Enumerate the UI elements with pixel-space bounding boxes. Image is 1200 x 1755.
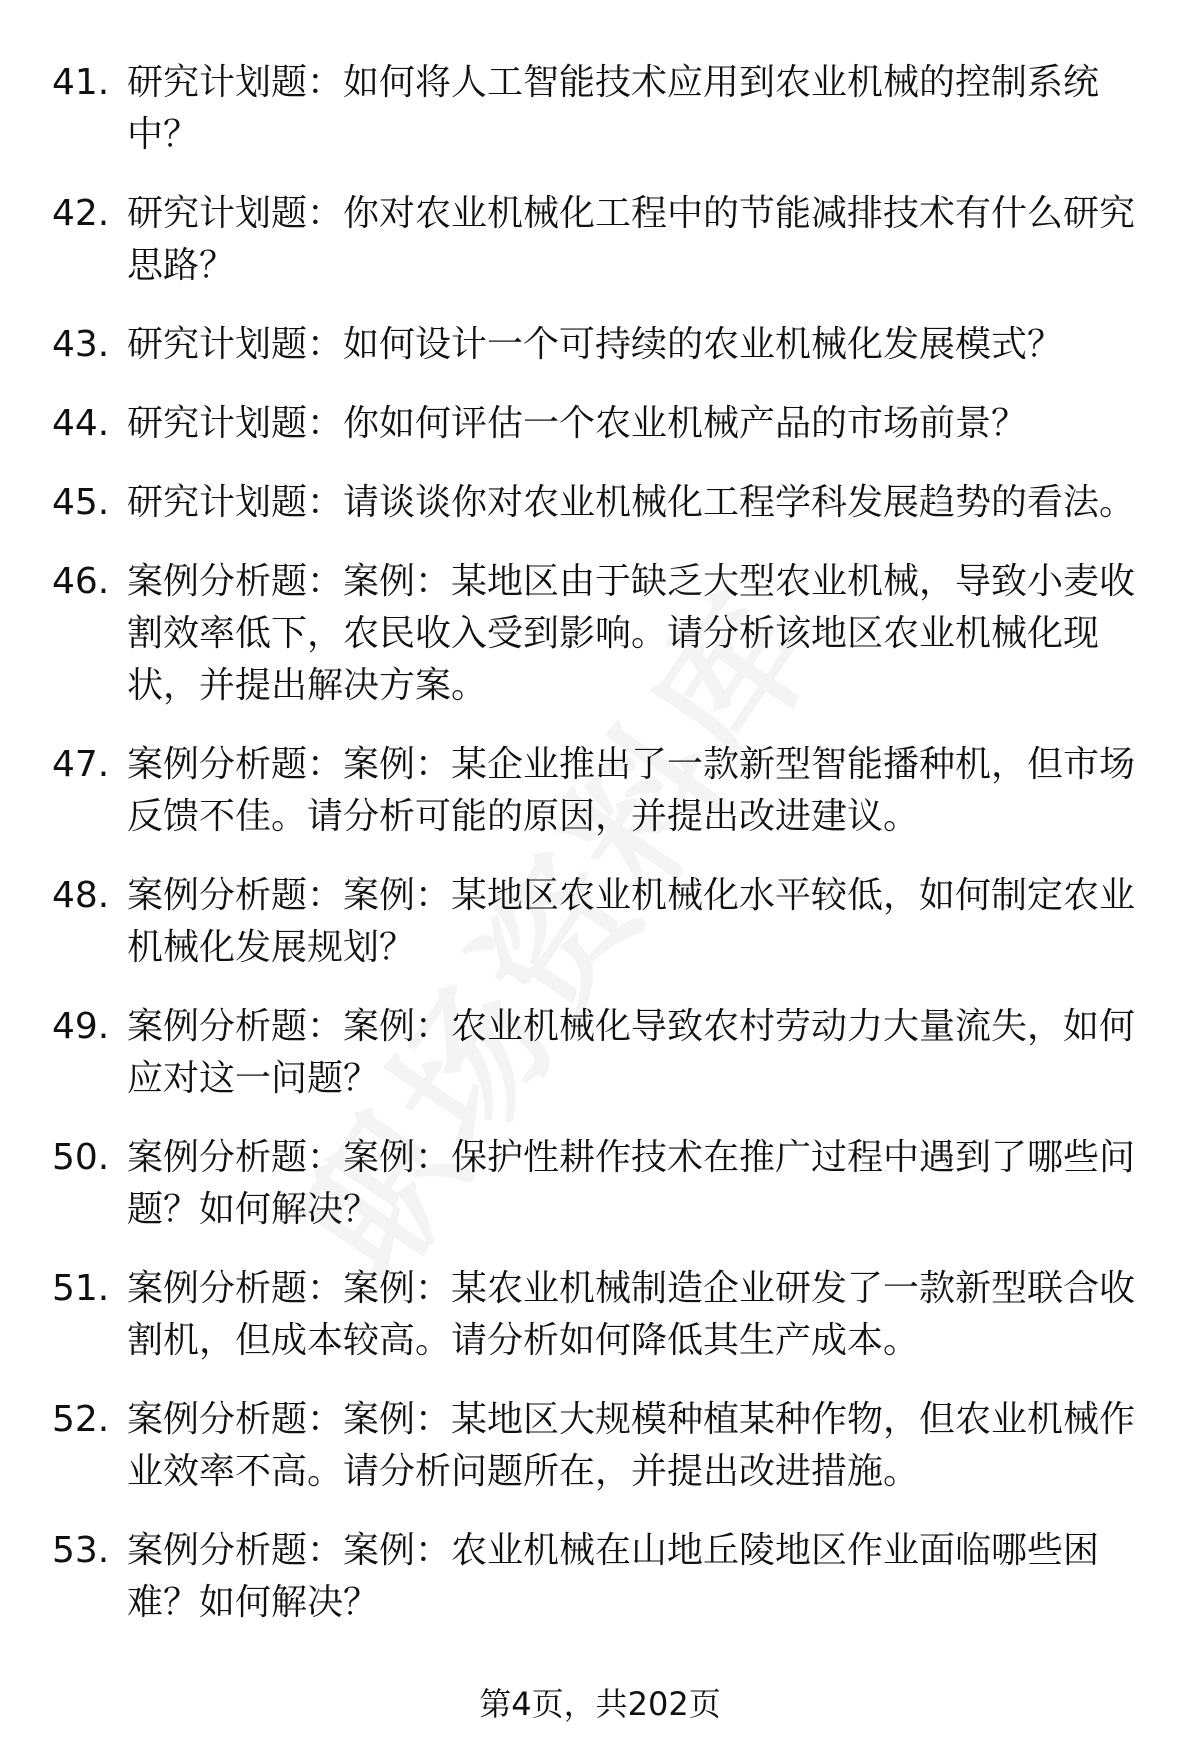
question-item [52, 398, 1152, 450]
question-text: 案例分析题：案例：农业机械在山地丘陵地区作业面临哪些困难？如何解决？ [127, 1530, 1100, 1623]
question-item [52, 870, 1152, 974]
question-item [52, 1263, 1152, 1367]
question-number: 41. [52, 62, 110, 103]
question-item [52, 1525, 1152, 1629]
question-text: 案例分析题：案例：某地区由于缺乏大型农业机械，导致小麦收割效率低下，农民收入受到影响。请分析该地区农业机械化现状，并提出解决方案。 [127, 561, 1136, 706]
question-item [52, 556, 1152, 712]
question-text: 研究计划题：请谈谈你对农业机械化工程学科发展趋势的看法。 [127, 482, 1136, 523]
question-item [52, 1132, 1152, 1236]
question-number: 52. [52, 1399, 110, 1440]
question-text: 案例分析题：案例：某地区农业机械化水平较低，如何制定农业机械化发展规划？ [127, 875, 1136, 968]
question-number: 44. [52, 403, 110, 444]
question-number: 46. [52, 561, 110, 602]
question-text: 案例分析题：案例：农业机械化导致农村劳动力大量流失，如何应对这一问题？ [127, 1006, 1136, 1099]
question-number: 45. [52, 482, 110, 523]
question-number: 48. [52, 875, 110, 916]
question-item [52, 188, 1152, 292]
question-number: 42. [52, 193, 110, 234]
question-number: 47. [52, 744, 110, 785]
question-list [52, 57, 1152, 1656]
question-item [52, 1394, 1152, 1498]
question-number: 53. [52, 1530, 110, 1571]
question-item [52, 319, 1152, 371]
question-text: 案例分析题：案例：某地区大规模种植某种作物，但农业机械作业效率不高。请分析问题所在，并提出改进措施。 [127, 1399, 1136, 1492]
question-item [52, 1001, 1152, 1105]
question-number: 50. [52, 1137, 110, 1178]
question-item [52, 739, 1152, 843]
question-text: 研究计划题：如何将人工智能技术应用到农业机械的控制系统中？ [127, 62, 1100, 155]
question-item [52, 57, 1152, 161]
question-number: 43. [52, 324, 110, 365]
question-item [52, 477, 1152, 529]
question-text: 案例分析题：案例：某企业推出了一款新型智能播种机，但市场反馈不佳。请分析可能的原因，并提出改进建议。 [127, 744, 1136, 837]
question-text: 案例分析题：案例：保护性耕作技术在推广过程中遇到了哪些问题？如何解决？ [127, 1137, 1136, 1230]
question-number: 51. [52, 1268, 110, 1309]
page-number-footer: 第4页，共202页 [479, 1685, 721, 1723]
question-number: 49. [52, 1006, 110, 1047]
question-text: 研究计划题：你如何评估一个农业机械产品的市场前景？ [127, 403, 1028, 444]
question-text: 研究计划题：如何设计一个可持续的农业机械化发展模式？ [127, 324, 1064, 365]
question-text: 研究计划题：你对农业机械化工程中的节能减排技术有什么研究思路？ [127, 193, 1136, 286]
question-text: 案例分析题：案例：某农业机械制造企业研发了一款新型联合收割机，但成本较高。请分析如何降低其生产成本。 [127, 1268, 1136, 1361]
